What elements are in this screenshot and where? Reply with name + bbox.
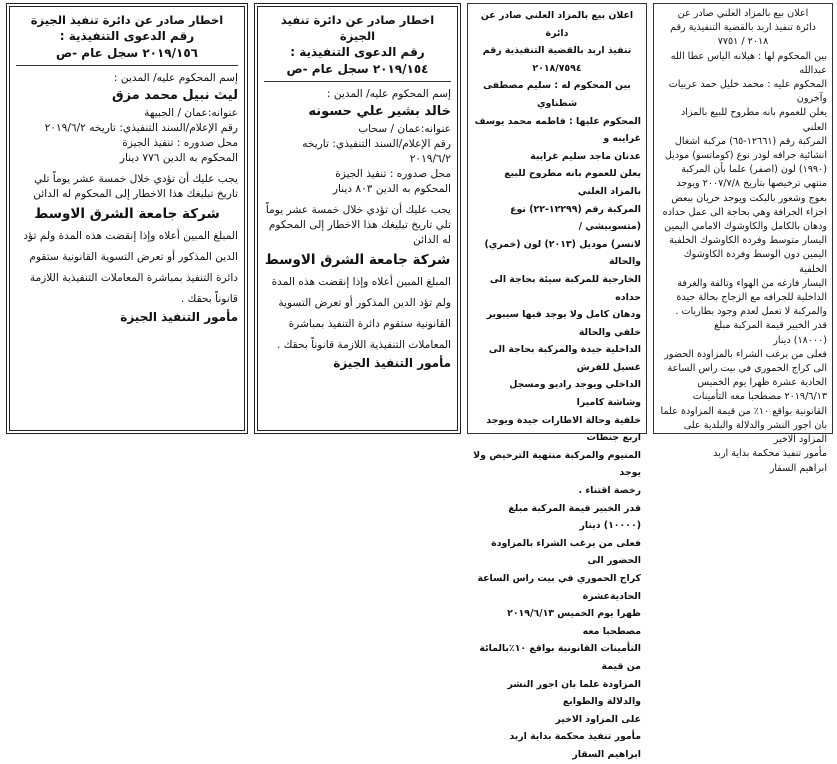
notice-line: عدنان ماجد سليم غرايبة bbox=[530, 150, 641, 162]
notice-line: بين المحكوم لها : هيلانه الياس عطا الله عبدالله bbox=[670, 50, 827, 76]
payment-warning: يجب عليك أن تؤدي خلال خمسة عشر يوماً تلي تاريخ تبليغك هذا الاخطار إلى المحكوم له الدائن bbox=[33, 173, 238, 200]
notice-line: ابراهيم السقار bbox=[769, 462, 827, 474]
debtor-address: عنوانه:عمان / الجبيهة bbox=[144, 107, 238, 119]
notice-line: الداخلية للجرافه مع الزجاج بحالة جيدة bbox=[676, 292, 827, 304]
debtor-name: خالد بشير علي حسونه bbox=[308, 104, 451, 119]
notice-line: كراج الحموري في بيت راس الساعة الحاديةعشرة bbox=[477, 573, 641, 602]
creditor-name: شركة جامعة الشرق الاوسط bbox=[34, 206, 220, 222]
notice-line: الداخلية جيدة والمركبة بحاجة الى غسيل للفرش bbox=[488, 344, 641, 373]
notice-line: انشائية جرافه لودر نوع (كوماتسو) موديل bbox=[664, 150, 827, 162]
debtor-address: عنوانه:عمان / سحاب bbox=[358, 123, 451, 135]
issued-at: محل صدوره : تنفيذ الجيزة bbox=[122, 137, 238, 149]
judgment-amount: المحكوم به الدين ٨٠٣ دينار bbox=[332, 183, 451, 195]
notice-line: ودهان بالكامل والكاوشوك الامامي اليمين bbox=[664, 221, 827, 233]
notice-line: ٢٠١٨ / ٧٧٥١ bbox=[717, 36, 769, 48]
notice-line: ظهرا يوم الخميس ٢٠١٩/٦/١٣ مصطحبا معه bbox=[507, 608, 641, 637]
document-date: رقم الإعلام/السند التنفيذي: تاريخه ٢٠١٩/٦/٢ bbox=[302, 138, 451, 165]
document-date: رقم الإعلام/السند التنفيذي: تاريخه ٢٠١٩/٦/٢ bbox=[44, 122, 238, 134]
notice-line: وآخرون bbox=[796, 93, 827, 105]
notice-title: اخطار صادر عن دائرة تنفيذ الجيزة bbox=[280, 13, 435, 43]
notice-line: مأمور تنفيذ محكمة بداية اربد bbox=[713, 448, 827, 460]
notice-line: منتهي ترخيصها بتاريخ ٢٠٠٧/٧/٨ ويوجد bbox=[676, 178, 827, 190]
notice-line: المحكوم عليه : محمد خليل حمد عربيات bbox=[668, 79, 827, 91]
notice-line: اجزاء الجرافة وهي بحاجة الى عمل حداده bbox=[662, 206, 827, 218]
notice-line: خلفية وحالة الاطارات جيدة ويوجد اربع جنطات bbox=[486, 414, 641, 444]
issued-at: محل صدوره : تنفيذ الجيزة bbox=[335, 168, 451, 180]
notice-line: تنفيذ اربد بالقضية التنفيذية رقم ٢٠١٨/٧٥٩٤ bbox=[482, 45, 632, 74]
notice-line: اعلان بيع بالمزاد العلني صادر عن bbox=[677, 8, 809, 19]
notice-line: المركبة رقم (١٢٦٦١-٦٥) مركبة اشغال bbox=[674, 135, 827, 147]
notice-line: بعوج وشعور بالبكت ويوجد حريان ببعض bbox=[671, 192, 827, 204]
notice-line: الداخلي ويوجد راديو ومسجل وشاشة كاميرا bbox=[509, 379, 641, 409]
auction-notice-7594-text bbox=[473, 7, 641, 764]
notice-line: قدر الخبير قيمة المركبة مبلغ bbox=[714, 320, 827, 332]
divider bbox=[16, 65, 238, 66]
debtor-name: ليث نبيل محمد مزق bbox=[111, 88, 238, 103]
notice-line: لانسر) موديل (٢٠١٣) لون (خمري) والحالة bbox=[484, 238, 641, 268]
notice-line: اليسار فارغه من الهواء وتالفة والغرفة bbox=[677, 277, 827, 289]
auction-notice-7594 bbox=[467, 3, 647, 760]
auction-notice-7751 bbox=[653, 3, 833, 474]
notice-line: الى كراج الحموري في بيت راس الساعة bbox=[667, 363, 827, 375]
notice-line: اليمين دون الوسط وفردة الكاوشوك الخلفية bbox=[683, 249, 827, 275]
case-number: ٢٠١٩/١٥٦ سجل عام -ص bbox=[56, 46, 198, 60]
execution-notice-156 bbox=[6, 3, 248, 434]
notice-line: (١٨٠٠٠) دينار bbox=[773, 334, 827, 346]
judgment-amount: المحكوم به الدين ٧٧٦ دينار bbox=[119, 152, 238, 164]
notice-line: المزاودة علما بان اجور النشر والدلالة والطوابع bbox=[507, 678, 641, 708]
notice-line: فعلى من يرغب الشراء بالمزاودة الحضور الى bbox=[491, 537, 641, 567]
execution-notice-154 bbox=[254, 3, 461, 434]
notice-line: يعلن للعموم بانه مطروح للبيع بالمزاد العلني bbox=[504, 168, 641, 197]
notice-line: مأمور تنفيذ محكمة بداية اربد bbox=[509, 731, 641, 743]
notice-body: المبلغ المبين أعلاه وإذا إنقضت هذه المدة ولم تؤد الدين المذكور أو تعرض التسوية القانونية ستقوم دائرة التنفيذ بمباشرة المعاملات التنفيذية اللازمة قانوناً بحقك . bbox=[23, 230, 238, 305]
case-label: رقم الدعوى التنفيذية : bbox=[290, 45, 425, 59]
notice-line: دائرة تنفيذ اربد بالقضية التنفيذية رقم bbox=[670, 22, 816, 34]
notice-line: المزاود الاخير bbox=[773, 434, 827, 446]
notice-line: بان اجور النشر والدلالة والبلدية على bbox=[683, 419, 827, 431]
notice-line: على المزاود الاخير bbox=[555, 713, 641, 725]
signature: مأمور التنفيذ الجيزة bbox=[333, 356, 451, 370]
notice-line: بين المحكوم له : سليم مصطفى شطناوي bbox=[483, 80, 631, 109]
debtor-label: إسم المحكوم عليه/ المدين : bbox=[113, 72, 238, 84]
notice-line: (١٩٩٠) لون (اصفر) علما بأن المركبة bbox=[681, 164, 827, 176]
notice-line: يعلن للعموم بانه مطروح للبيع بالمزاد العلني bbox=[680, 107, 827, 133]
notice-line: ودهان كامل ولا يوجد فيها سيبوير خلفي والحالة bbox=[486, 309, 641, 338]
notice-line: الخارجية للمركبة سيئة بحاجة الى حداده bbox=[489, 273, 641, 303]
notice-line: اليسار متوسط وفردة الكاوشوك الخلفية bbox=[669, 235, 827, 247]
notice-title: اخطار صادر عن دائرة تنفيذ الجيزة bbox=[30, 13, 224, 27]
notice-line: الحادية عشرة ظهرا يوم الخميس bbox=[697, 377, 827, 389]
notice-line: قدر الخبير قيمة المركبة مبلغ (١٠٠٠٠) دينار bbox=[508, 502, 641, 532]
notice-line: التأمينات القانونية بواقع ١٠٪بالمائة من قيمة bbox=[479, 643, 641, 672]
notice-line: رخصة اقتناء . bbox=[578, 485, 641, 497]
signature: مأمور التنفيذ الجيزة bbox=[120, 310, 238, 324]
notice-line: ابراهيم السقار bbox=[572, 748, 641, 760]
notice-line: فعلى من يرغب الشراء بالمزاودة الحضور bbox=[664, 348, 827, 360]
notice-line: اعلان بيع بالمزاد العلني صادر عن دائرة bbox=[480, 10, 634, 39]
case-label: رقم الدعوى التنفيذية : bbox=[59, 29, 195, 43]
payment-warning: يجب عليك أن تؤدي خلال خمسة عشر يوماً تلي تاريخ تبليغك هذا الاخطار إلى المحكوم له الدائن bbox=[265, 204, 451, 246]
notice-line: ٢٠١٩/٦/١٣ مصطحبا معه التأمينات bbox=[692, 391, 827, 403]
case-number: ٢٠١٩/١٥٤ سجل عام -ص bbox=[286, 62, 429, 76]
notice-line: المحكوم عليها : فاطمه محمد يوسف غرايبه و bbox=[474, 115, 641, 145]
notice-line: والمركبة لا تعمل لعدم وجود بطاريات . bbox=[675, 306, 827, 318]
auction-notice-7751-text bbox=[659, 7, 827, 476]
divider bbox=[264, 81, 451, 82]
debtor-label: إسم المحكوم عليه/ المدين : bbox=[326, 88, 451, 100]
notice-body: المبلغ المبين أعلاه وإذا إنقضت هذه المدة ولم تؤد الدين المذكور أو تعرض التسوية القانونية ستقوم دائرة التنفيذ بمباشرة المعاملات التنفيذية اللازمة قانوناً بحقك . bbox=[271, 276, 451, 351]
notice-line: المنيوم والمركبة منتهية الترخيص ولا يوجد bbox=[473, 449, 641, 479]
creditor-name: شركة جامعة الشرق الاوسط bbox=[264, 252, 451, 268]
notice-line: القانونية بواقع ١٠٪ من قيمة المزاودة علما bbox=[660, 405, 827, 417]
notice-line: المركبة رقم (١٢٢٩٩-٢٢) نوع (متسوبيشي / bbox=[510, 203, 641, 233]
